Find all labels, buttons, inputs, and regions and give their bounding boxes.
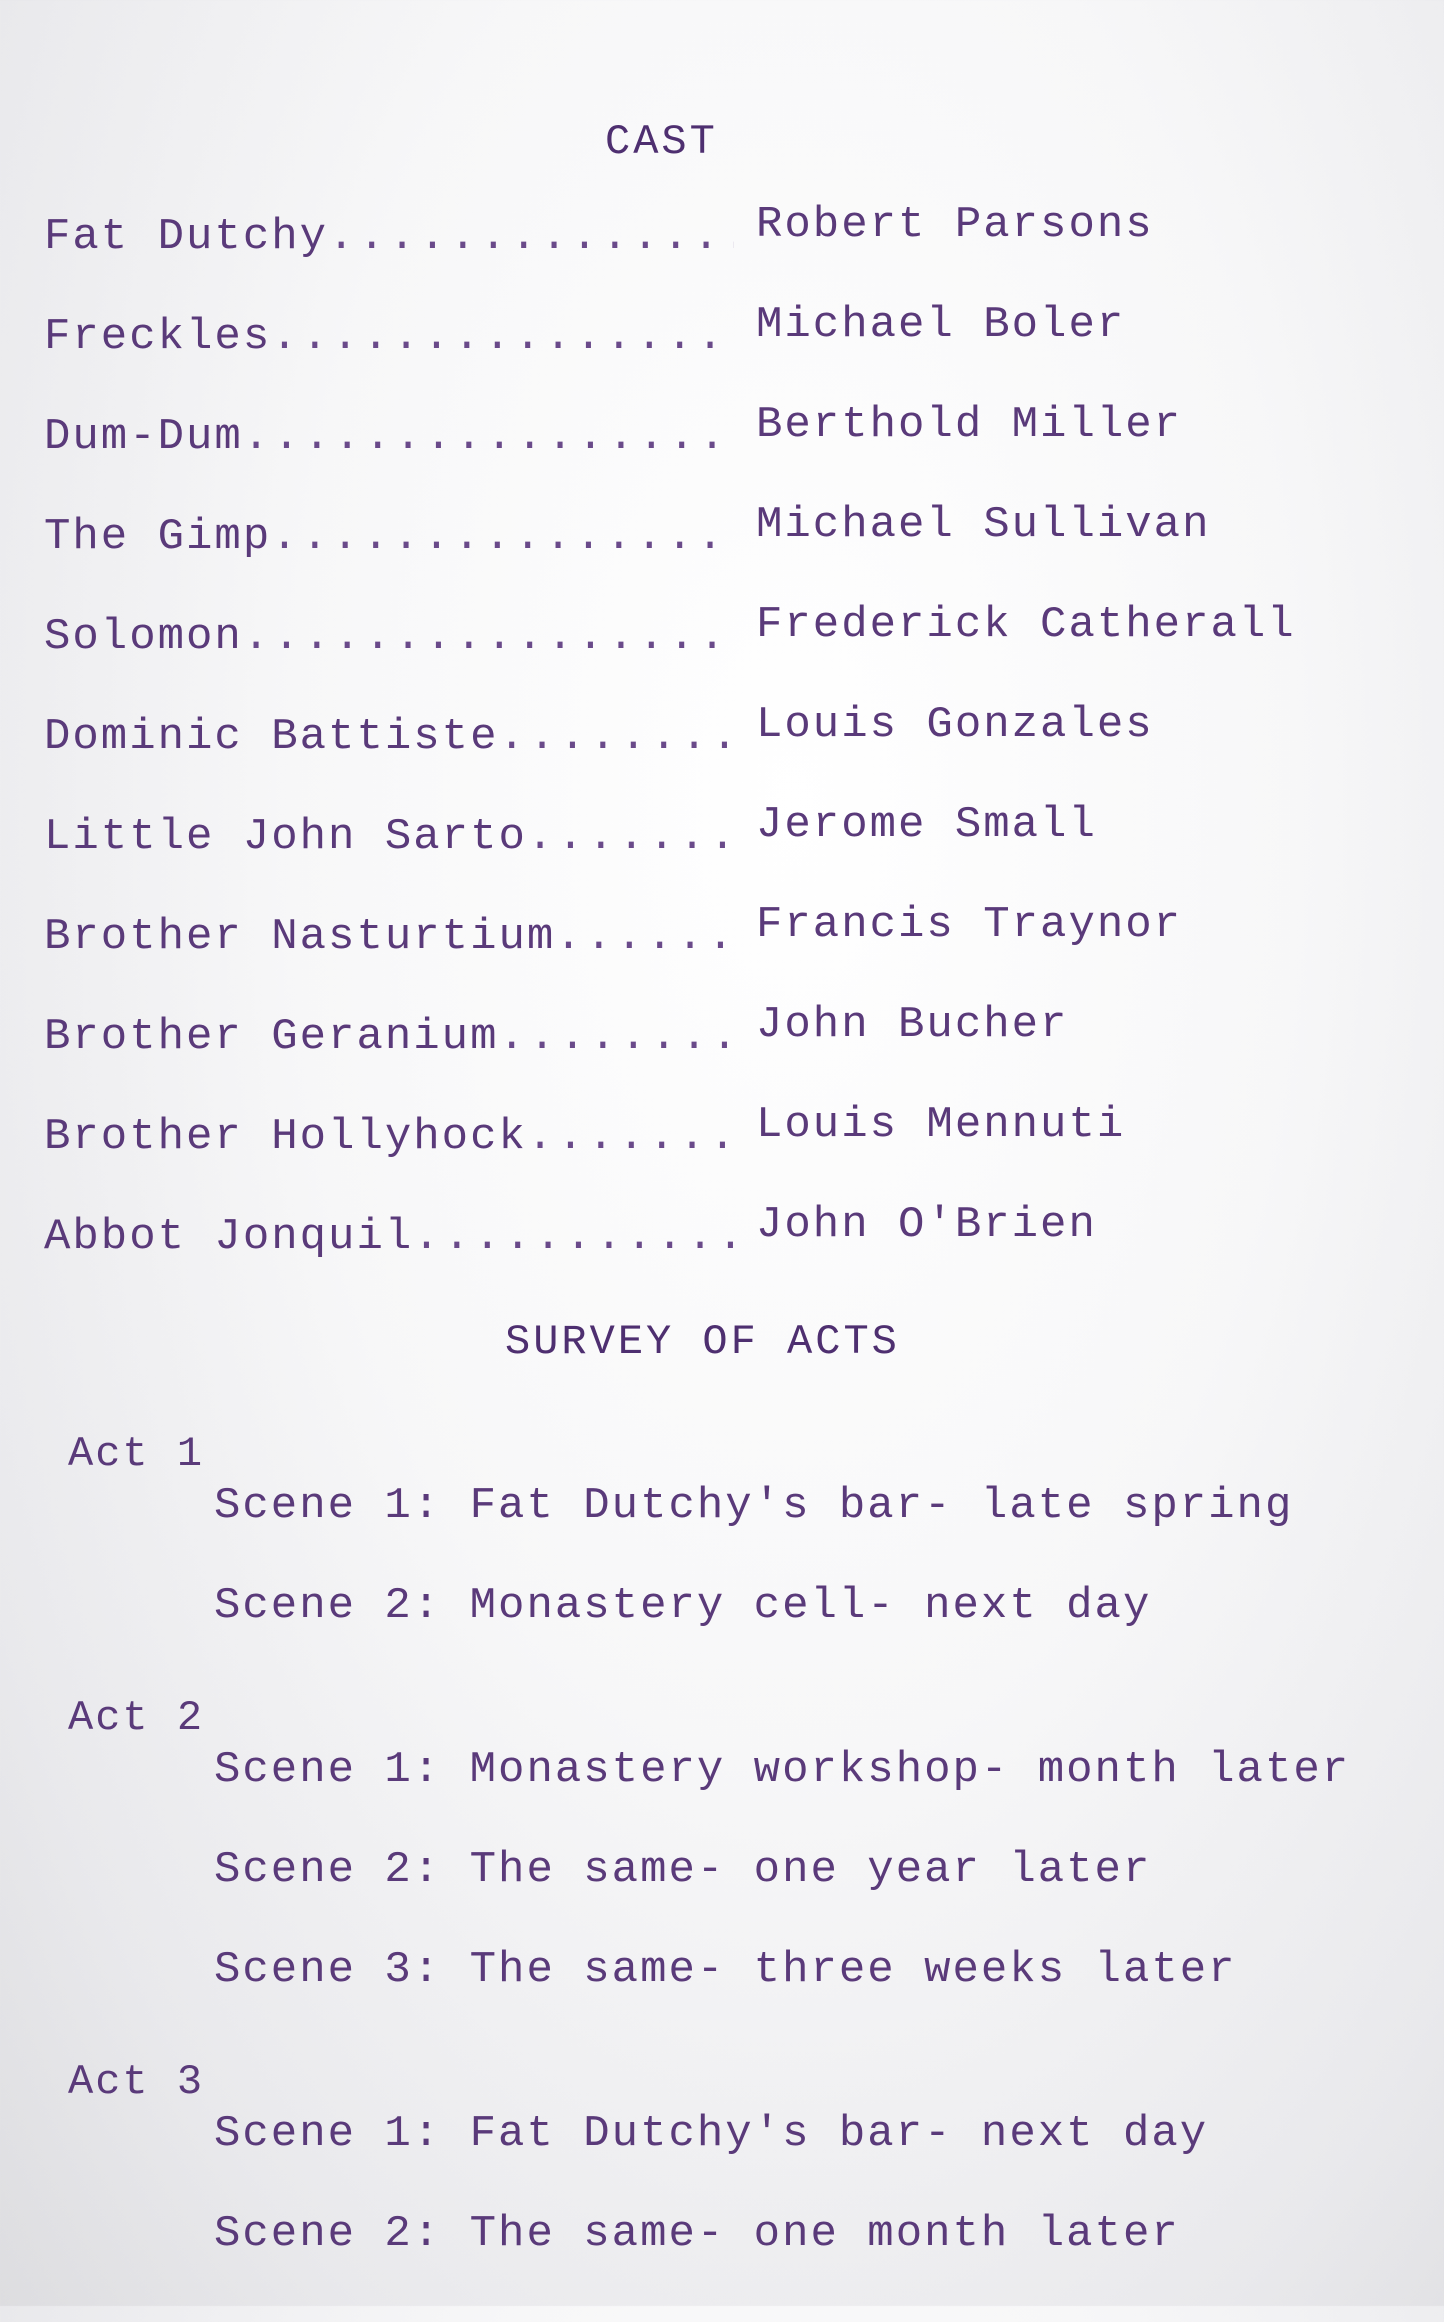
cast-list <box>44 200 1404 1312</box>
scene-line: Scene 1: Monastery workshop- month later <box>214 1745 1351 1795</box>
cast-actor: Robert Parsons <box>756 200 1154 250</box>
leader-dots <box>527 812 734 862</box>
leader-dots <box>527 1112 734 1162</box>
scene-line: Scene 1: Fat Dutchy's bar- next day <box>214 2109 1209 2159</box>
cast-role: Brother Nasturtium <box>44 912 556 962</box>
cast-role: Fat Dutchy <box>44 212 329 262</box>
cast-role: The Gimp <box>44 512 272 562</box>
act-section <box>68 1694 1428 2040</box>
cast-row <box>44 700 1404 812</box>
survey-heading: SURVEY OF ACTS <box>505 1318 900 1366</box>
cast-actor: Louis Gonzales <box>756 700 1154 750</box>
leader-dots <box>498 712 734 762</box>
cast-role: Brother Geranium <box>44 1012 499 1062</box>
cast-row <box>44 1200 1404 1312</box>
cast-row <box>44 1100 1404 1212</box>
cast-actor: John O'Brien <box>756 1200 1097 1250</box>
cast-role: Little John Sarto <box>44 812 527 862</box>
cast-heading: CAST <box>605 118 718 166</box>
scene-line: Scene 1: Fat Dutchy's bar- late spring <box>214 1481 1294 1531</box>
leader-dots <box>328 212 734 262</box>
cast-actor: Jerome Small <box>756 800 1097 850</box>
cast-row <box>44 300 1404 412</box>
cast-actor: Michael Boler <box>756 300 1126 350</box>
cast-actor: Frederick Catherall <box>756 600 1296 650</box>
cast-row <box>44 900 1404 1012</box>
cast-role: Dominic Battiste <box>44 712 499 762</box>
leader-dots <box>243 412 734 462</box>
act-section <box>68 2058 1428 2304</box>
cast-actor: Francis Traynor <box>756 900 1183 950</box>
cast-role: Abbot Jonquil <box>44 1212 414 1262</box>
leader-dots <box>555 912 734 962</box>
scene-line: Scene 2: The same- one year later <box>214 1845 1152 1895</box>
scene-line: Scene 3: The same- three weeks later <box>214 1945 1237 1995</box>
cast-actor: Louis Mennuti <box>756 1100 1126 1150</box>
leader-dots <box>271 312 734 362</box>
leader-dots <box>498 1012 734 1062</box>
scene-line: Scene 2: Monastery cell- next day <box>214 1581 1152 1631</box>
cast-row <box>44 800 1404 912</box>
cast-row <box>44 500 1404 612</box>
scene-line: Scene 2: The same- one month later <box>214 2209 1180 2259</box>
cast-role: Brother Hollyhock <box>44 1112 527 1162</box>
cast-row <box>44 400 1404 512</box>
leader-dots <box>271 512 734 562</box>
cast-role: Freckles <box>44 312 272 362</box>
cast-actor: Michael Sullivan <box>756 500 1211 550</box>
cast-role: Dum-Dum <box>44 412 243 462</box>
cast-actor: John Bucher <box>756 1000 1069 1050</box>
leader-dots <box>413 1212 734 1262</box>
cast-row <box>44 1000 1404 1112</box>
cast-row <box>44 200 1404 312</box>
act-label: Act 2 <box>68 1694 205 1742</box>
leader-dots <box>243 612 734 662</box>
act-label: Act 3 <box>68 2058 205 2106</box>
cast-role: Solomon <box>44 612 243 662</box>
act-label: Act 1 <box>68 1430 205 1478</box>
cast-row <box>44 600 1404 712</box>
acts-list <box>68 1430 1428 2322</box>
cast-actor: Berthold Miller <box>756 400 1183 450</box>
act-section <box>68 1430 1428 1676</box>
